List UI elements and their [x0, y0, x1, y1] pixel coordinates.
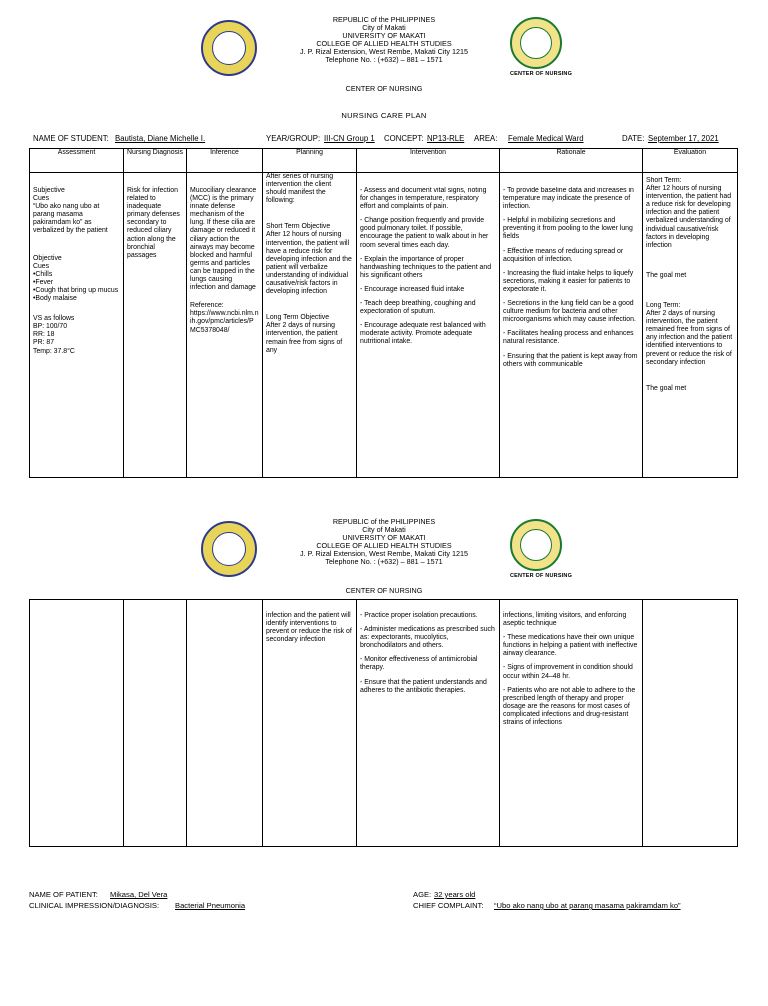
city-line: City of Makati [362, 525, 406, 535]
page-title: NURSING CARE PLAN [341, 111, 427, 120]
care-plan-table-continued [29, 599, 738, 847]
intervention-item: - Ensure that the patient understands and adheres to the antibiotic therapies. [360, 678, 487, 694]
date-label: DATE: [622, 134, 645, 143]
subjective-cues: Cues [33, 195, 50, 203]
planning-cell [263, 600, 357, 847]
nursing-seal-logo [510, 519, 562, 571]
planning-cell [263, 173, 357, 478]
inference-cell [187, 600, 263, 847]
diagnosis-text: Risk for infection related to inadequate primary defenses secondary to reduced ciliary action along the bronchial passages [127, 187, 180, 259]
yeargroup-value: III-CN Group 1 [324, 134, 375, 143]
header-planning: Planning [263, 149, 357, 173]
header-assessment: Assessment [30, 149, 124, 173]
nursing-logo-caption: CENTER OF NURSING [510, 573, 573, 579]
intervention-cell [357, 600, 500, 847]
vital-sign: Temp: 37.8°C [33, 347, 75, 355]
rationale-item: - To provide baseline data and increases in temperature may indicate the presence of infection. [503, 187, 634, 211]
diagnosis-cell [124, 600, 187, 847]
reference-link[interactable]: https://www.ncbi.nlm.nih.gov/pmc/articles/PMC5378048/ [190, 310, 259, 334]
student-name: Bautista, Diane Michelle I. [115, 134, 206, 143]
age-label: AGE: [413, 890, 432, 899]
vital-sign: RR: 18 [33, 331, 55, 339]
intervention-item: - Explain the importance of proper handwashing techniques to the patient and his significant others [360, 255, 492, 279]
age-value: 32 years old [434, 890, 476, 899]
header-diagnosis: Nursing Diagnosis [124, 149, 187, 173]
eval-goal-met: The goal met [646, 271, 687, 279]
rationale-item: - Facilitates healing process and enhances natural resistance. [503, 330, 634, 346]
assessment-cell [30, 600, 124, 847]
inference-text: Mucociliary clearance (MCC) is the primary innate defense mechanism of the lung. If these cilia are damage or reduced it ciliary action the airways may become blocked and harmful germs and particles can be trapped in the lungs causing infection and damage [190, 187, 257, 292]
evaluation-cell [643, 173, 738, 478]
objective-bullet: • Fever [33, 279, 120, 287]
rationale-item: - These medications have their own unique functions in helping a patient with ineffective airway clearance. [503, 634, 638, 658]
intervention-item: - Encourage adequate rest balanced with moderate activity. Promote adequate nutritional intake. [360, 322, 486, 346]
header-evaluation: Evaluation [643, 149, 738, 173]
impression-label: CLINICAL IMPRESSION/DIAGNOSIS: [29, 901, 160, 910]
reference-label: Reference: [190, 302, 224, 310]
objective-cues: Cues [33, 262, 50, 270]
rationale-cell [500, 600, 643, 847]
objective-bullet: • Chills [33, 271, 120, 279]
republic-line: REPUBLIC of the PHILIPPINES [332, 517, 436, 526]
vital-sign: PR: 87 [33, 339, 55, 347]
address-line: J. P. Rizal Extension, West Rembe, Makati City 1215 [300, 549, 468, 559]
long-term-objective: After 2 days of nursing intervention, the patient remain free from signs of any [266, 322, 343, 354]
vital-sign: BP: 100/70 [33, 323, 68, 331]
republic-line: REPUBLIC of the PHILIPPINES [332, 15, 436, 24]
inference-cell [187, 173, 263, 478]
patient-name: Mikasa, Del Vera [110, 890, 168, 899]
city-line: City of Makati [362, 23, 406, 33]
evaluation-cell [643, 600, 738, 847]
header-intervention: Intervention [357, 149, 500, 173]
rationale-item: - Ensuring that the patient is kept away from others with communicable [503, 352, 638, 368]
intervention-item: - Assess and document vital signs, noting for changes in temperature, respiratory effort and complaints of pain. [360, 187, 487, 211]
intervention-item: - Encourage increased fluid intake [360, 285, 465, 293]
rationale-item: - Patients who are not able to adhere to the prescribed length of therapy and proper dosage are the reasons for most cases of complicated infections and drug-resistant strains of infections [503, 686, 636, 727]
concept-value: NP13-RLE [427, 134, 465, 143]
patient-label: NAME OF PATIENT: [29, 890, 98, 899]
rationale-item: - Effective means of reducing spread or acquisition of infection. [503, 247, 624, 263]
letterhead [234, 518, 534, 567]
nursing-logo-caption: CENTER OF NURSING [510, 71, 573, 77]
intervention-item: - Teach deep breathing, coughing and expectoration of sputum. [360, 300, 476, 316]
intervention-cell [357, 173, 500, 478]
address-line: J. P. Rizal Extension, West Rembe, Makati City 1215 [300, 47, 468, 57]
header-rationale: Rationale [500, 149, 643, 173]
diagnosis-cell [124, 173, 187, 478]
complaint-value: “Ubo ako nang ubo at parang masama pakiramdam ko” [494, 901, 681, 910]
concept-label: CONCEPT: [384, 134, 424, 143]
university-line: UNIVERSITY OF MAKATI [342, 533, 426, 543]
rationale-item: - Signs of improvement in condition should occur within 24–48 hr. [503, 664, 633, 680]
letterhead [234, 16, 534, 65]
date-value: September 17, 2021 [648, 134, 719, 143]
telephone-line: Telephone No. : (+632) – 881 – 1571 [325, 557, 443, 567]
long-term-title: Long Term Objective [266, 314, 330, 322]
college-line: COLLEGE OF ALLIED HEALTH STUDIES [316, 541, 452, 551]
eval-short-text: After 12 hours of nursing intervention, the patient had a reduce risk for developing infection and the patient verbalized understanding of individual causative/risk factors in developing infection [646, 185, 732, 249]
intervention-item: - Practice proper isolation precautions. [360, 612, 478, 619]
area-value: Female Medical Ward [508, 134, 584, 143]
yeargroup-label: YEAR/GROUP: [266, 134, 321, 143]
rationale-item: - Increasing the fluid intake helps to liquefy secretions, making it easier for patients to expectorate it. [503, 269, 634, 293]
vs-title: VS as follows [33, 315, 75, 323]
telephone-line: Telephone No. : (+632) – 881 – 1571 [325, 55, 443, 65]
rationale-item: - Secretions in the lung field can be a good culture medium for bacteria and other microorganisms which may cause infection. [503, 300, 636, 324]
eval-goal-met: The goal met [646, 384, 687, 392]
short-term-title: Short Term Objective [266, 223, 331, 231]
objective-title: Objective [33, 254, 62, 262]
rationale-continued: infections, limiting visitors, and enforcing aseptic technique [503, 612, 627, 628]
subjective-quote: “Ubo ako nang ubo at parang masama pakiramdam ko” as verbalized by the patient [33, 203, 108, 235]
rationale-item: - Helpful in mobilizing secretions and preventing it from pooling to the lower lung fields [503, 217, 633, 241]
student-label: NAME OF STUDENT: [33, 134, 109, 143]
rationale-cell [500, 173, 643, 478]
university-line: UNIVERSITY OF MAKATI [342, 31, 426, 41]
planning-continued: infection and the patient will identify interventions to prevent or reduce the risk of secondary infection [266, 612, 352, 644]
nursing-seal-logo [510, 17, 562, 69]
eval-long-title: Long Term: [646, 301, 681, 309]
objective-bullet: • Body malaise [33, 295, 120, 303]
subjective-title: Subjective [33, 187, 65, 194]
impression-value: Bacterial Pneumonia [175, 901, 246, 910]
eval-long-text: After 2 days of nursing intervention, the patient remained free from signs of any infection and the patient identified interventions to prevent or reduce the risk of secondary infection [646, 310, 733, 366]
care-plan-table [29, 148, 738, 478]
eval-short-title: Short Term: [646, 177, 682, 184]
center-of-nursing: CENTER OF NURSING [345, 586, 423, 595]
intervention-item: - Monitor effectiveness of antimicrobial therapy. [360, 656, 478, 672]
area-label: AREA: [474, 134, 498, 143]
center-of-nursing: CENTER OF NURSING [345, 84, 423, 93]
complaint-label: CHIEF COMPLAINT: [413, 901, 484, 910]
header-inference: Inference [187, 149, 263, 173]
objective-bullet: • Cough that bring up mucus [33, 287, 120, 295]
assessment-cell [30, 173, 124, 478]
planning-intro: After series of nursing intervention the client should manifest the following: [266, 173, 334, 205]
intervention-item: - Administer medications as prescribed such as: expectorants, mucolytics, bronchodilators and others. [360, 626, 495, 650]
intervention-item: - Change position frequently and provide good pulmonary toilet. If possible, encourage the patient to walk about in her room several times each day. [360, 217, 489, 249]
short-term-objective: After 12 hours of nursing intervention, the patient will have a reduce risk for developing infection and the patient will verbalize understanding of individual causative/risk factors in developing infection [266, 231, 352, 296]
college-line: COLLEGE OF ALLIED HEALTH STUDIES [316, 39, 452, 49]
